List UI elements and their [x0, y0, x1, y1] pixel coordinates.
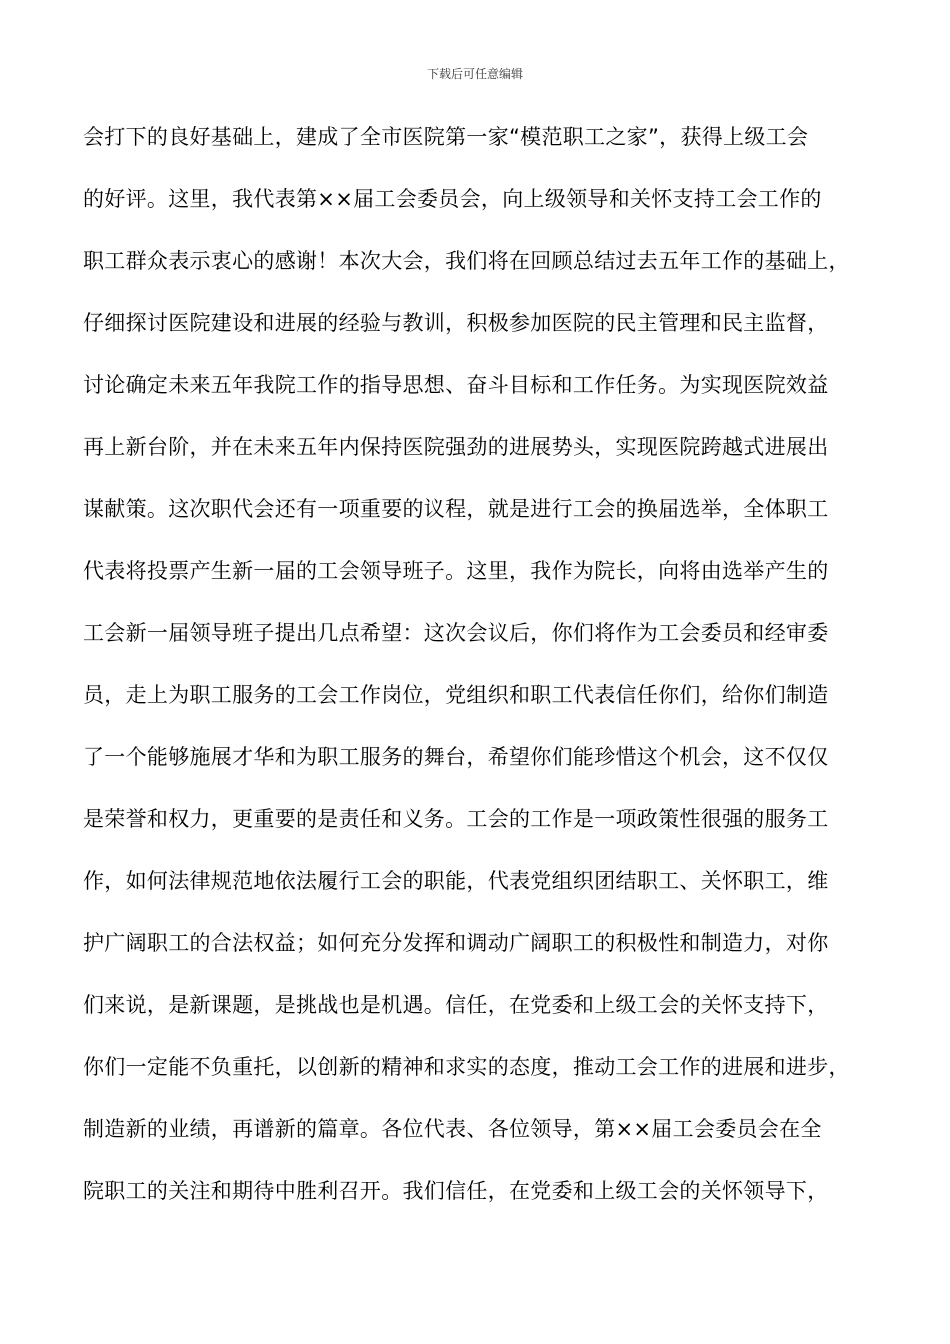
text-line: 会打下的良好基础上，建成了全市医院第一家“模范职工之家”，获得上级工会: [83, 125, 809, 149]
text-line: 院职工的关注和期待中胜利召开。我们信任，在党委和上级工会的关怀领导下，: [83, 1179, 829, 1203]
text-line: 员，走上为职工服务的工会工作岗位，党组织和职工代表信任你们，给你们制造: [83, 683, 829, 707]
text-line: 了一个能够施展才华和为职工服务的舞台，希望你们能珍惜这个机会，这不仅仅: [83, 745, 829, 769]
text-line: 再上新台阶，并在未来五年内保持医院强劲的进展势头，实现医院跨越式进展出: [83, 435, 829, 459]
document-body: [83, 117, 883, 1233]
text-line: 职工群众表示衷心的感谢！本次大会，我们将在回顾总结过去五年工作的基础上，: [83, 249, 850, 273]
page-header-note: 下载后可任意编辑: [426, 67, 523, 81]
text-line: 你们一定能不负重托，以创新的精神和求实的态度，推动工会工作的进展和进步，: [83, 1055, 850, 1079]
text-line: 代表将投票产生新一届的工会领导班子。这里，我作为院长，向将由选举产生的: [83, 559, 829, 583]
text-line: 仔细探讨医院建设和进展的经验与教训，积极参加医院的民主管理和民主监督，: [83, 311, 829, 335]
text-line: 护广阔职工的合法权益；如何充分发挥和调动广阔职工的积极性和制造力，对你: [83, 931, 829, 955]
text-line: 是荣誉和权力，更重要的是责任和义务。工会的工作是一项政策性很强的服务工: [83, 807, 829, 831]
text-line: 讨论确定未来五年我院工作的指导思想、奋斗目标和工作任务。为实现医院效益: [83, 373, 829, 397]
text-line: 们来说，是新课题，是挑战也是机遇。信任，在党委和上级工会的关怀支持下，: [83, 993, 829, 1017]
text-line: 制造新的业绩，再谱新的篇章。各位代表、各位领导，第××届工会委员会在全: [83, 1117, 822, 1141]
text-line: 谋献策。这次职代会还有一项重要的议程，就是进行工会的换届选举，全体职工: [83, 497, 829, 521]
text-line: 的好评。这里，我代表第××届工会委员会，向上级领导和关怀支持工会工作的: [83, 187, 822, 211]
text-line: 作，如何法律规范地依法履行工会的职能，代表党组织团结职工、关怀职工，维: [83, 869, 829, 893]
text-line: 工会新一届领导班子提出几点希望：这次会议后，你们将作为工会委员和经审委: [83, 621, 829, 645]
